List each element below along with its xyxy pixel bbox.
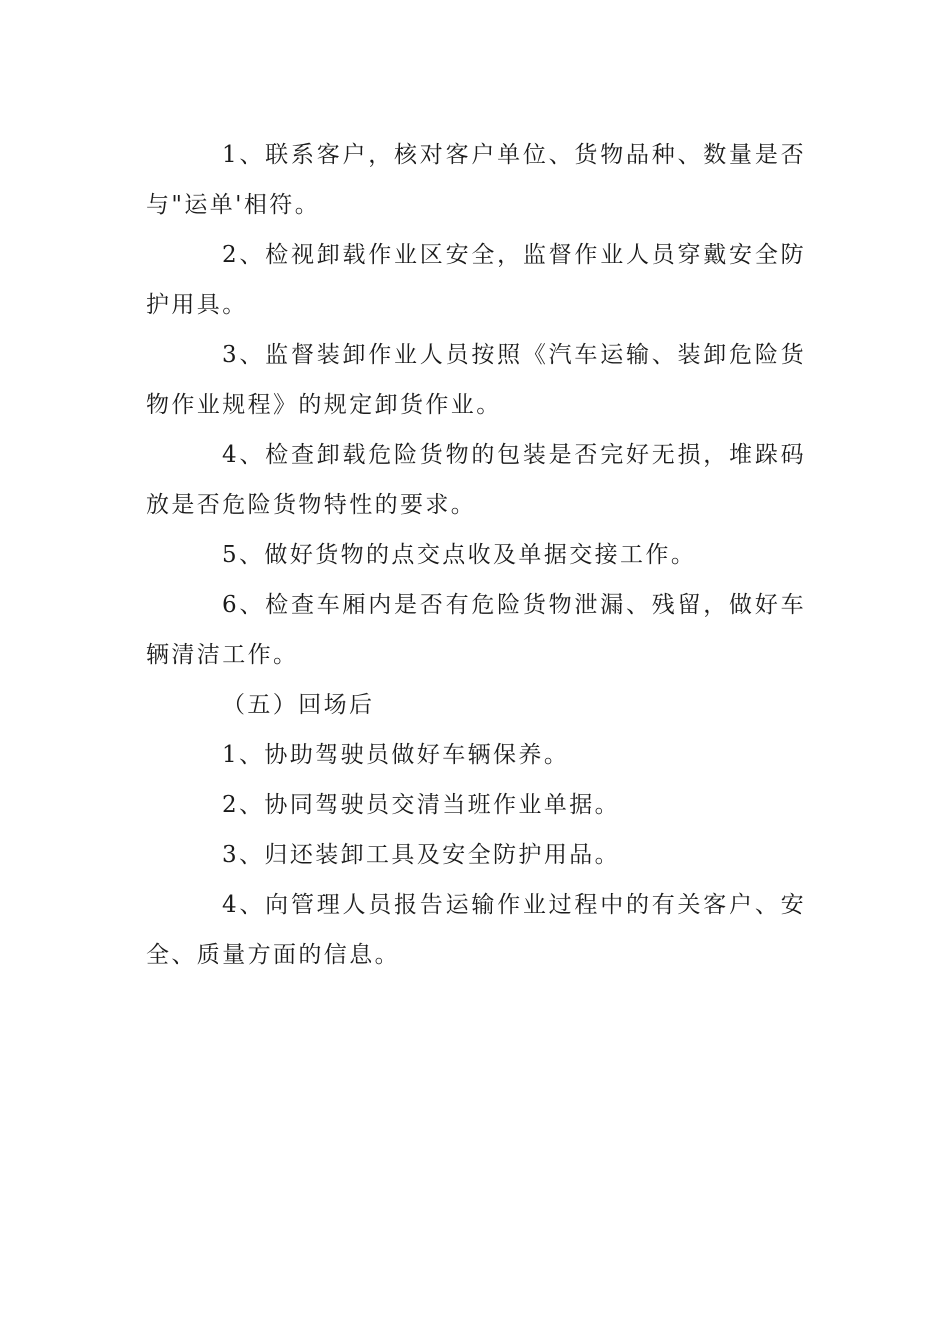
section-heading-after-return: （五）回场后 xyxy=(222,692,375,718)
paragraph-report-to-management: 4、向管理人员报告运输作业过程中的有关客户、安全、质量方面的信息。 xyxy=(146,892,806,968)
paragraph-goods-handover: 5、做好货物的点交点收及单据交接工作。 xyxy=(222,542,697,568)
paragraph-vehicle-maintenance: 1、协助驾驶员做好车辆保养。 xyxy=(222,742,570,768)
paragraph-check-packaging: 4、检查卸载危险货物的包装是否完好无损，堆跺码放是否危险货物特性的要求。 xyxy=(146,442,806,518)
paragraph-return-tools: 3、归还装卸工具及安全防护用品。 xyxy=(222,842,621,868)
document-body xyxy=(146,130,806,980)
paragraph-check-compartment: 6、检查车厢内是否有危险货物泄漏、残留，做好车辆清洁工作。 xyxy=(146,592,806,668)
paragraph-inspect-unloading-area: 2、检视卸载作业区安全，监督作业人员穿戴安全防护用具。 xyxy=(146,242,806,318)
paragraph-hand-over-documents: 2、协同驾驶员交清当班作业单据。 xyxy=(222,792,621,818)
paragraph-contact-customer: 1、联系客户，核对客户单位、货物品种、数量是否与"运单'相符。 xyxy=(146,142,806,218)
paragraph-supervise-unloading: 3、监督装卸作业人员按照《汽车运输、装卸危险货物作业规程》的规定卸货作业。 xyxy=(146,342,806,418)
